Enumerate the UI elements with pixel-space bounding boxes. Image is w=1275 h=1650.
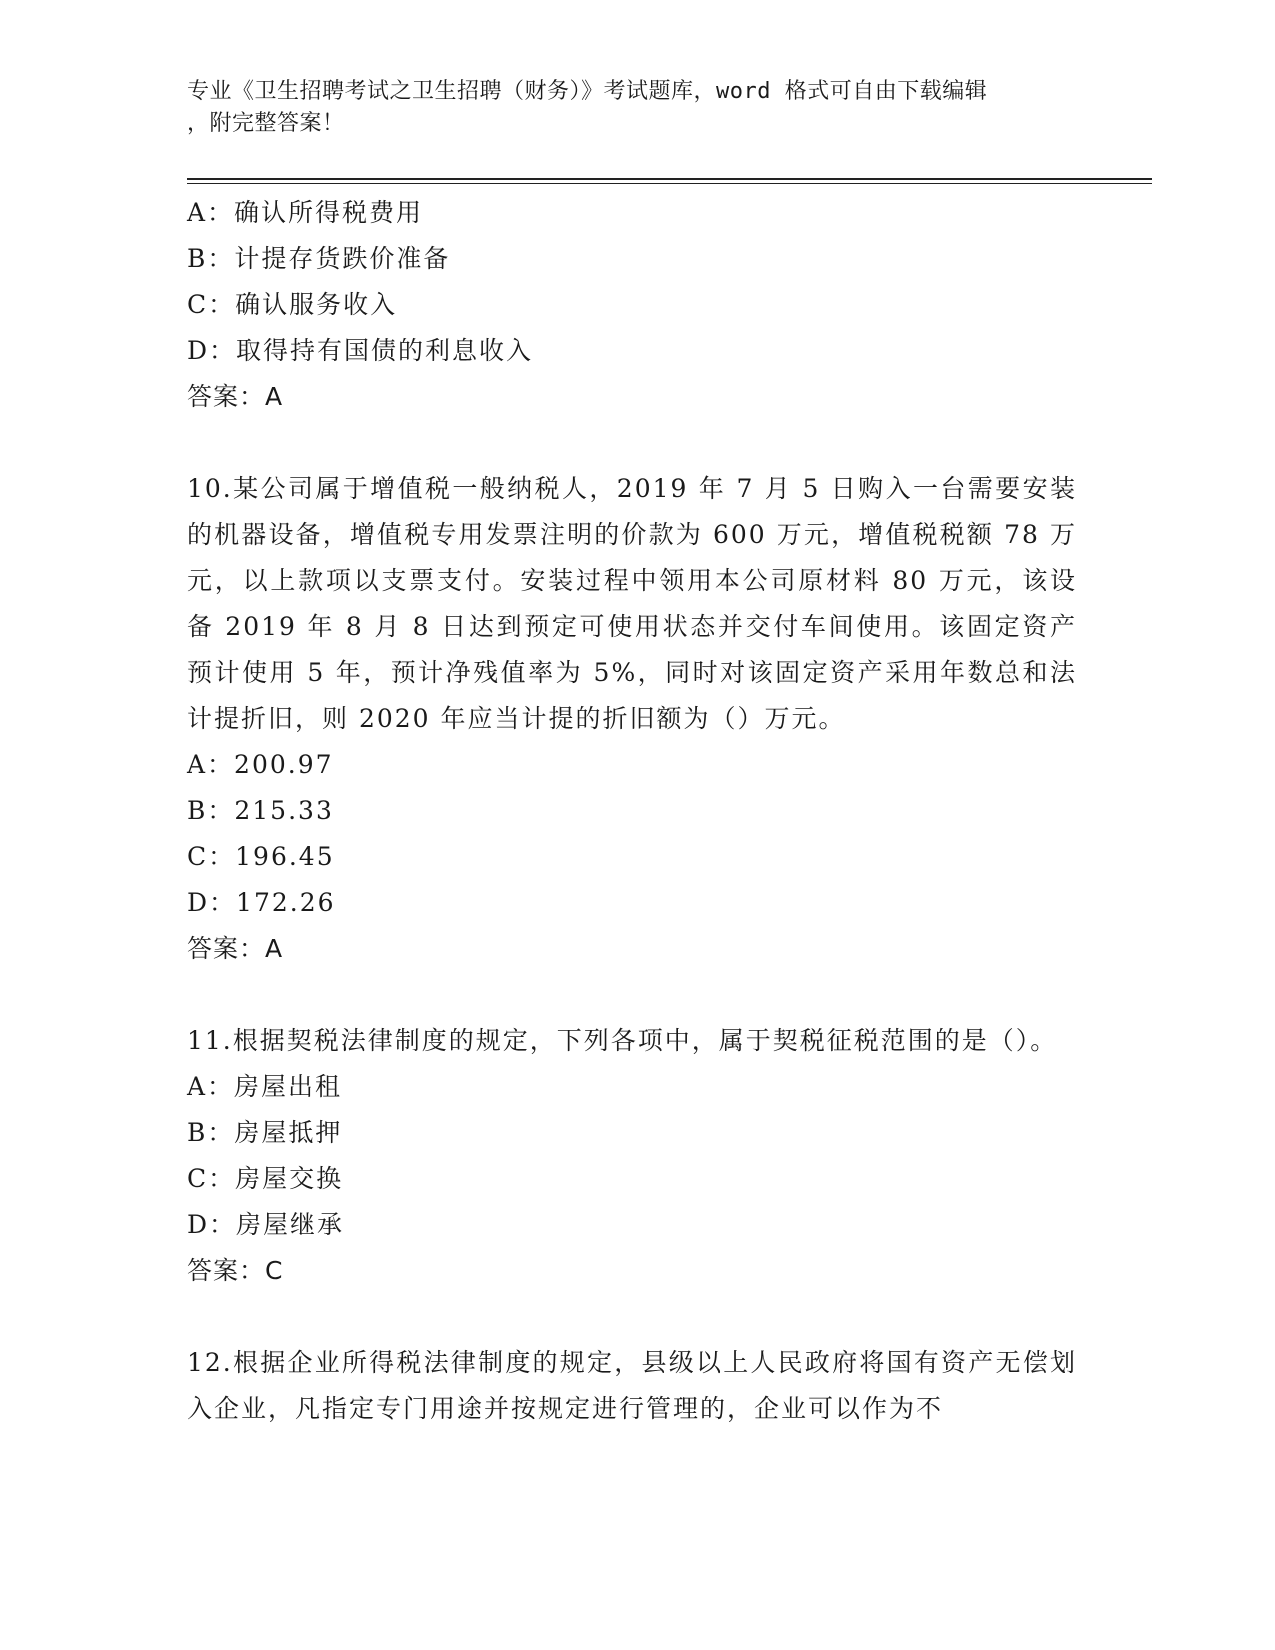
option-a: A：确认所得税费用: [187, 198, 424, 227]
option-b: B：215.33: [187, 796, 334, 825]
question-stem: 12.根据企业所得税法律制度的规定，县级以上人民政府将国有资产无偿划入企业，凡指定专门用途并按规定进行管理的，企业可以作为不: [187, 1348, 1077, 1423]
header-title-line-1: 专业《卫生招聘考试之卫生招聘（财务）》考试题库，word 格式可自由下载编辑: [187, 79, 988, 104]
question-9: [187, 190, 1077, 420]
option-a: A：房屋出租: [187, 1072, 343, 1101]
answer-line: 答案：A: [187, 934, 284, 963]
answer-line: 答案：C: [187, 1256, 284, 1285]
option-c: C：房屋交换: [187, 1164, 344, 1193]
option-d: D：房屋继承: [187, 1210, 345, 1239]
question-11: [187, 1018, 1077, 1294]
answer-line: 答案：A: [187, 382, 284, 411]
question-stem: 11.根据契税法律制度的规定，下列各项中，属于契税征税范围的是（）。: [187, 1026, 1058, 1055]
option-d: D：取得持有国债的利息收入: [187, 336, 534, 365]
option-b: B：房屋抵押: [187, 1118, 343, 1147]
option-b: B：计提存货跌价准备: [187, 244, 451, 273]
option-d: D：172.26: [187, 888, 336, 917]
question-list: [187, 190, 1077, 1432]
option-a: A：200.97: [187, 750, 334, 779]
header-divider-thick: [187, 178, 1152, 180]
option-c: C：确认服务收入: [187, 290, 398, 319]
question-12: [187, 1340, 1077, 1432]
option-c: C：196.45: [187, 842, 335, 871]
document-header: [187, 76, 1067, 140]
header-divider-thin: [187, 183, 1152, 184]
question-stem: 10.某公司属于增值税一般纳税人，2019 年 7 月 5 日购入一台需要安装的机器设备，增值税专用发票注明的价款为 600 万元，增值税税额 78 万元，以上款项以支票支付。安装过程中领用本公司原材料 80 万元，该设备 2019 年 8 月 8 日达到预定可使用状态并交付车间使用。该固定资产预计使用 5 年，预计净残值率为 5%，同时对该固定资产采用年数总和法计提折旧，则 2020 年应当计提的折旧额为（）万元。: [187, 474, 1077, 733]
question-10: [187, 466, 1077, 972]
header-title-line-2: ，附完整答案！: [187, 111, 345, 136]
